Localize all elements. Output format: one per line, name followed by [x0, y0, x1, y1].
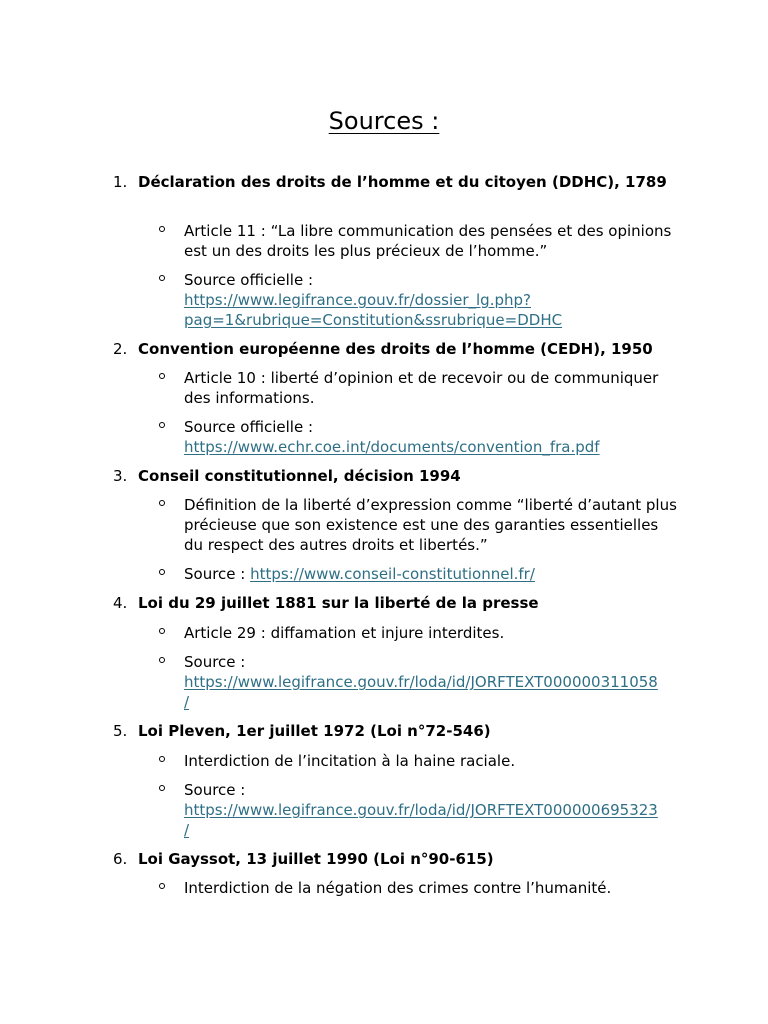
sub-item-text: Source :: [184, 565, 251, 583]
bullet-icon: [159, 756, 165, 762]
bullet-icon: [159, 275, 165, 281]
item-heading: Loi Pleven, 1er juillet 1972 (Loi n°72-546): [138, 722, 491, 740]
sub-item-text: Source officielle :: [184, 418, 313, 436]
source-link[interactable]: https://www.legifrance.gouv.fr/loda/id/JORFTEXT000000311058 /: [184, 673, 658, 711]
list-number: 2.: [113, 340, 128, 358]
list-number: 1.: [113, 173, 128, 191]
sub-item-text: Source :: [184, 653, 246, 671]
sub-item-text: Article 11 : “La libre communication des pensées et des opinions est un des droits les plus précieux de l’homme.”: [184, 222, 672, 260]
bullet-icon: [159, 500, 165, 506]
source-link[interactable]: https://www.echr.coe.int/documents/convention_fra.pdf: [184, 438, 600, 456]
source-link[interactable]: https://www.legifrance.gouv.fr/dossier_lg.php? pag=1&rubrique=Constitution&ssrubrique=DDHC: [184, 291, 563, 329]
sub-item-text: Interdiction de l’incitation à la haine raciale.: [184, 752, 516, 770]
bullet-icon: [159, 422, 165, 428]
sub-item-text: Source officielle :: [184, 271, 313, 289]
list-item: [113, 849, 688, 869]
list-item: [113, 593, 688, 613]
sub-item-text: Interdiction de la négation des crimes contre l’humanité.: [184, 879, 612, 897]
list-number: 5.: [113, 722, 128, 740]
sub-item-text: Article 10 : liberté d’opinion et de recevoir ou de communiquer des informations.: [184, 369, 659, 407]
bullet-icon: [159, 373, 165, 379]
list-number: 4.: [113, 594, 128, 612]
bullet-icon: [159, 569, 165, 575]
item-heading: Conseil constitutionnel, décision 1994: [138, 467, 461, 485]
list-item: [113, 339, 688, 359]
sub-item-text: Article 29 : diffamation et injure interdites.: [184, 624, 505, 642]
bullet-icon: [159, 785, 165, 791]
sub-item-text: Définition de la liberté d’expression comme “liberté d’autant plus précieuse que son existence est une des garanties essentielles du respect des autres droits et libertés.”: [184, 496, 677, 554]
list-item: [113, 721, 688, 741]
item-heading: Déclaration des droits de l’homme et du citoyen (DDHC), 1789: [138, 173, 667, 191]
list-item: [113, 466, 688, 486]
bullet-icon: [159, 628, 165, 634]
list-item: [113, 172, 688, 192]
item-heading: Loi Gayssot, 13 juillet 1990 (Loi n°90-615): [138, 850, 494, 868]
sub-item-text: Source :: [184, 781, 246, 799]
item-heading: Loi du 29 juillet 1881 sur la liberté de la presse: [138, 594, 539, 612]
item-heading: Convention européenne des droits de l’homme (CEDH), 1950: [138, 340, 653, 358]
bullet-icon: [159, 657, 165, 663]
source-link[interactable]: https://www.legifrance.gouv.fr/loda/id/JORFTEXT000000695323 /: [184, 801, 658, 839]
bullet-icon: [159, 883, 165, 889]
source-link[interactable]: https://www.conseil-constitutionnel.fr/: [250, 565, 535, 583]
bullet-icon: [159, 226, 165, 232]
list-number: 3.: [113, 467, 128, 485]
page-title: Sources :: [328, 107, 440, 135]
list-number: 6.: [113, 850, 128, 868]
